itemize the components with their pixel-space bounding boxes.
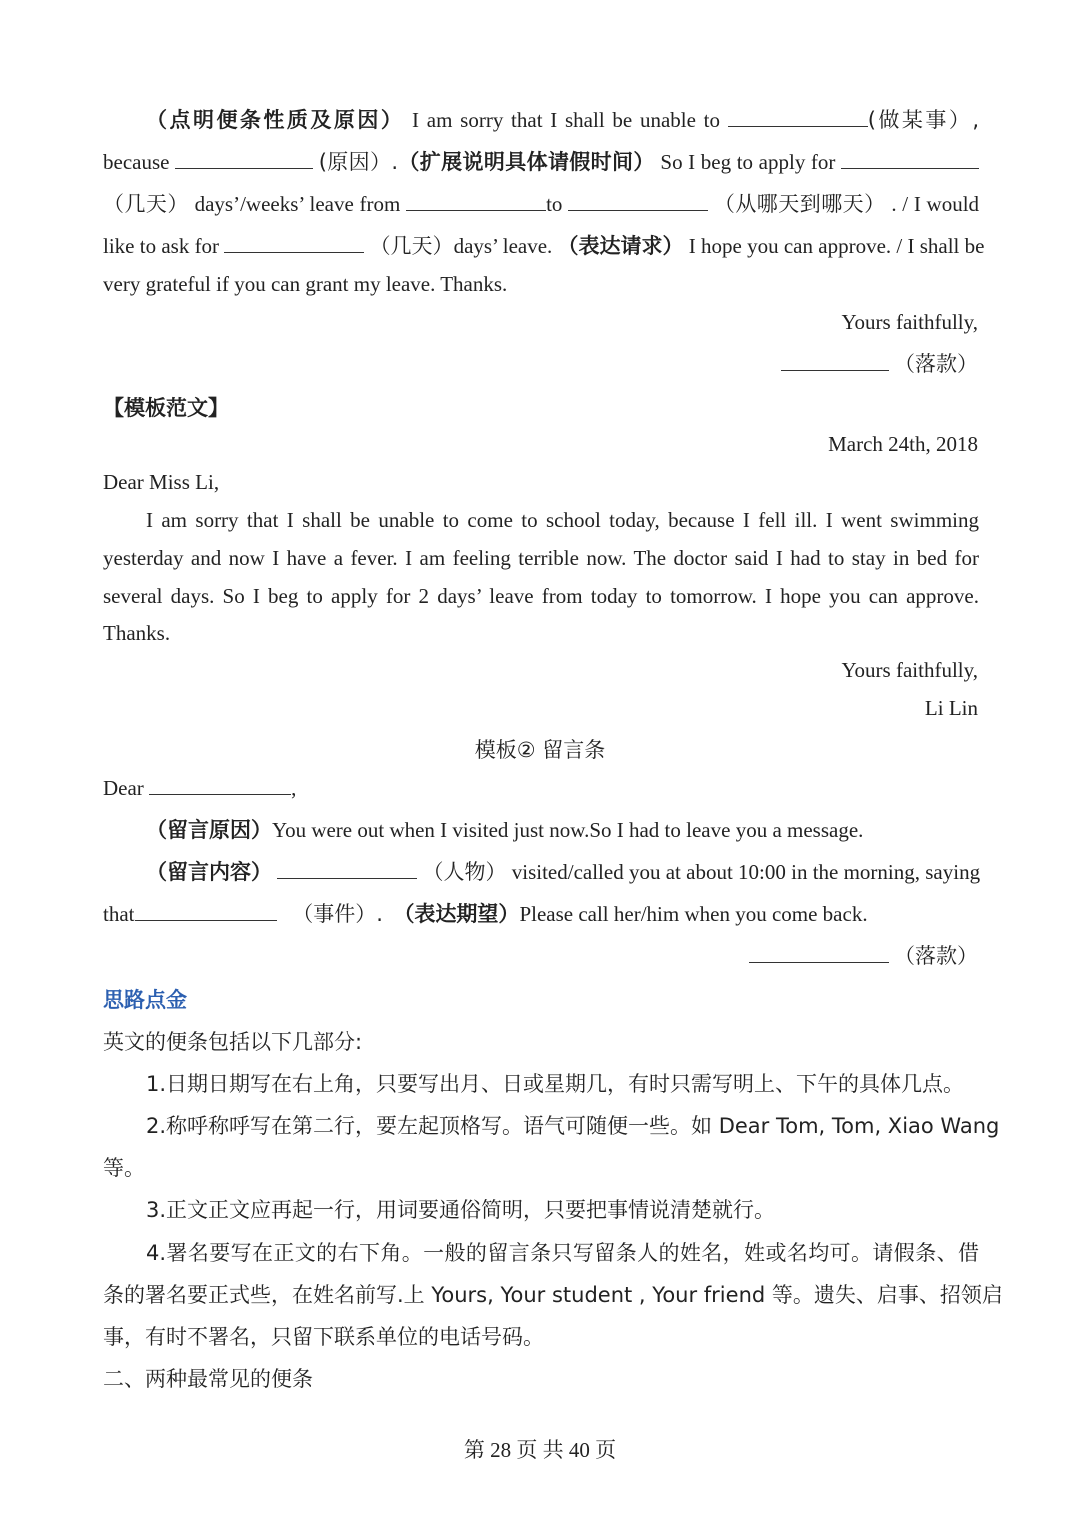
template2-hint: （人物）	[422, 860, 507, 884]
tips-item-2-line-1: 2.称呼称呼写在第二行，要左起顶格写。语气可随便一些。如 Dear Tom, Tom, Xiao Wang	[146, 1114, 1000, 1138]
template1-text: I hope you can approve. / I shall be	[688, 234, 985, 258]
template1-signature-line	[781, 348, 978, 378]
page-footer: 第 28 页 共 40 页	[463, 1438, 617, 1462]
tips-item-3: 3.正文正文应再起一行，用词要通俗简明，只要把事情说清楚就行。	[146, 1198, 776, 1222]
template1-text: So I beg to apply for	[660, 150, 836, 174]
label-message-reason: （留言原因）	[146, 818, 272, 842]
tips-heading: 思路点金	[103, 988, 187, 1012]
fill-blank	[781, 352, 889, 371]
fill-blank	[728, 108, 868, 127]
template1-text: days’/weeks’ leave from	[194, 192, 401, 216]
label-express-request: （表达请求）	[557, 234, 684, 258]
template2-reason-line	[146, 814, 863, 844]
template2-text: visited/called you at about 10:00 in the morning, saying	[511, 860, 981, 884]
template1-line-5: very grateful if you can grant my leave. Thanks.	[103, 272, 508, 296]
template2-signature-line	[749, 940, 978, 970]
sample-body-line-2: yesterday and now I have a fever. I am feeling terrible now. The doctor said I had to stay in bed for	[103, 546, 979, 570]
template1-text: because	[103, 150, 170, 174]
template2-text: ,	[291, 776, 297, 800]
template1-line-4	[103, 230, 985, 260]
fill-blank	[175, 150, 313, 169]
template1-text: to	[546, 192, 563, 216]
template1-line-2	[103, 146, 979, 176]
template2-content-line	[146, 856, 979, 886]
label-express-expectation: （表达期望）	[393, 902, 520, 926]
fill-blank	[568, 192, 708, 211]
label-expand-time: （扩展说明具体请假时间）	[398, 150, 655, 174]
fill-blank	[224, 234, 364, 253]
fill-blank	[841, 150, 979, 169]
tips-item-1: 1.日期日期写在右上角，只要写出月、日或星期几，有时只需写明上、下午的具体几点。	[146, 1072, 965, 1096]
signature-hint: （落款）	[894, 944, 978, 968]
sample-body-line-1: I am sorry that I shall be unable to come to school today, because I fell ill. I went swimming	[146, 508, 979, 532]
sample-closing: Yours faithfully,	[841, 658, 978, 682]
template1-hint: （从哪天到哪天）	[713, 192, 886, 216]
tips-item-4-line-3: 事，有时不署名，只留下联系单位的电话号码。	[103, 1325, 544, 1349]
fill-blank	[749, 944, 889, 963]
template2-title: 模板② 留言条	[474, 738, 606, 762]
label-message-content: （留言内容）	[146, 860, 272, 884]
template2-text: Dear	[103, 776, 144, 800]
fill-blank	[277, 860, 417, 879]
template1-hint: (原因）.	[318, 150, 399, 174]
sample-body-line-3: several days. So I beg to apply for 2 days’ leave from today to tomorrow. I hope you can approve.	[103, 584, 979, 608]
sample-heading: 【模板范文】	[103, 396, 229, 420]
sample-signature: Li Lin	[924, 696, 978, 720]
template1-text: days’ leave.	[453, 234, 553, 258]
fill-blank	[406, 192, 546, 211]
sample-greeting: Dear Miss Li,	[103, 470, 220, 494]
template1-line-3	[103, 188, 979, 218]
template1-text: I am sorry that I shall be unable to	[412, 108, 720, 132]
template1-hint: （几天）	[103, 192, 189, 216]
template2-dear-line	[103, 776, 296, 801]
template1-text: like to ask for	[103, 234, 220, 258]
label-nature-reason: （点明便条性质及原因）	[146, 108, 405, 132]
template2-text: You were out when I visited just now.So I had to leave you a message.	[272, 818, 864, 842]
template2-that-line	[103, 898, 868, 928]
section-two-heading: 二、两种最常见的便条	[103, 1367, 313, 1391]
sample-date: March 24th, 2018	[828, 432, 978, 456]
fill-blank	[149, 776, 291, 795]
template2-text: that	[103, 902, 135, 926]
tips-intro: 英文的便条包括以下几部分:	[103, 1030, 363, 1054]
template1-line-1	[146, 104, 979, 134]
template1-hint: (做某事）,	[867, 108, 980, 132]
template1-closing: Yours faithfully,	[841, 310, 978, 334]
template2-hint: （事件）.	[292, 902, 383, 926]
tips-item-4-line-2: 条的署名要正式些，在姓名前写.上 Yours, Your student , Your friend 等。遗失、启事、招领启	[103, 1283, 1003, 1307]
sample-body-line-4: Thanks.	[103, 621, 171, 645]
template1-hint: （几天）	[369, 234, 454, 258]
fill-blank	[135, 902, 277, 921]
tips-item-4-line-1: 4.署名要写在正文的右下角。一般的留言条只写留条人的姓名，姓或名均可。请假条、借	[146, 1241, 979, 1265]
template2-text: Please call her/him when you come back.	[519, 902, 868, 926]
tips-item-2-line-2: 等。	[103, 1156, 145, 1180]
template1-text: . / I would	[891, 192, 980, 216]
signature-hint: （落款）	[894, 352, 978, 376]
